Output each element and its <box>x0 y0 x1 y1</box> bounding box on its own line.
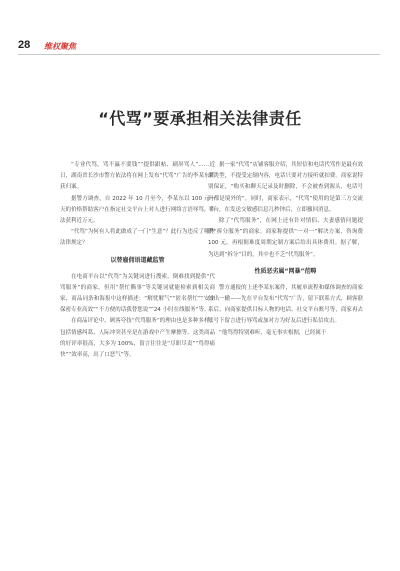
paragraph: 在电商平台以“代骂”为关键词进行搜索，倒难找到提供“代骂服务”的商家，但用“帮忙撕事”等关键词就能检索到相关商家，商品词条和海报中这样描述：“解忧解气”“匿名帮忙”“安全保密专业高效”“不方便的话我替您说”“24 小时在线服务”等。 <box>60 273 215 314</box>
paragraph: 据一家“代骂”店铺客服介绍，其短信和电话代骂作是最有效果类型，不提受定制内容，电话只要对方接听就扣费。商家说特别保证，“购买和聊天记录及时删除，不会被查到源头，电话号码都是境外的”。同时，商家表示，“代骂”使用的是第三方交流平台，在发送交敏感信息几秒钟后，立即撤回消息。 <box>208 162 363 213</box>
paragraph: “代骂”为何有人将此做成了一门“生意”？此行为违反了哪些法律规定？ <box>60 229 215 247</box>
paragraph: 据警方调查，自 2022 年 10 月至今，李某东以 100 元一天的价格帮助客户在指定社交平台上对人进行网络言语辱骂，非法获利近万元。 <box>60 195 215 225</box>
article-title: “代骂”要承担相关法律责任 <box>98 109 302 128</box>
section-tag: 维权聚焦 <box>44 42 76 51</box>
page-header <box>18 38 380 55</box>
section-heading: 以替雇佣语道藏监管 <box>110 256 165 264</box>
paragraph: 警方通报的上述李某东案件，其履单流程和媒体调查的商家如出一辙——先在平台发布“代骂”广告，留下联系方式，顾客联系后，向商家提供目标人物的电话、社交平台账号等，商家再去账号下留言进行辱骂或加对方为好友后进行私信攻击。 <box>208 284 363 325</box>
paragraph: “他骂得特别难听，毫无事实根据，已经属于 <box>219 329 327 336</box>
page-number: 28 <box>18 39 31 51</box>
section-heading: 性质恶劣属“网暴”范畴 <box>254 267 317 275</box>
article-column-left <box>60 160 215 361</box>
paragraph: “专业代骂，骂不赢不要钱”“提供跟帖、刷屏骂人”……近日，湖南省长沙市警方依法将在网上发布“代骂”广告的李某东抓获归案。 <box>60 162 215 191</box>
paragraph: 除了“代骂服务”，在网上还有针对情侣、夫妻感情问题提供“拆分服务”的商家。商家称提供“一对一”解决方案，咨询费 100 元，再根据难度周期定制方案后给出具体费用。据了解，为达到“拆分”目的，其中也不乏“代骂服务”。 <box>208 218 363 258</box>
article-column-right <box>208 160 363 339</box>
paragraph: 在商品评论中，顾客夸技“代骂服务”的理由也是多种多样，包括情感纠葛、人际冲突甚至是在游戏中产生摩擦等。这类商品的好评率很高，大多为 100%，留言往往是“尽职尽责”“骂得痛快”“效率高，出了口恶气”等。 <box>60 318 215 359</box>
